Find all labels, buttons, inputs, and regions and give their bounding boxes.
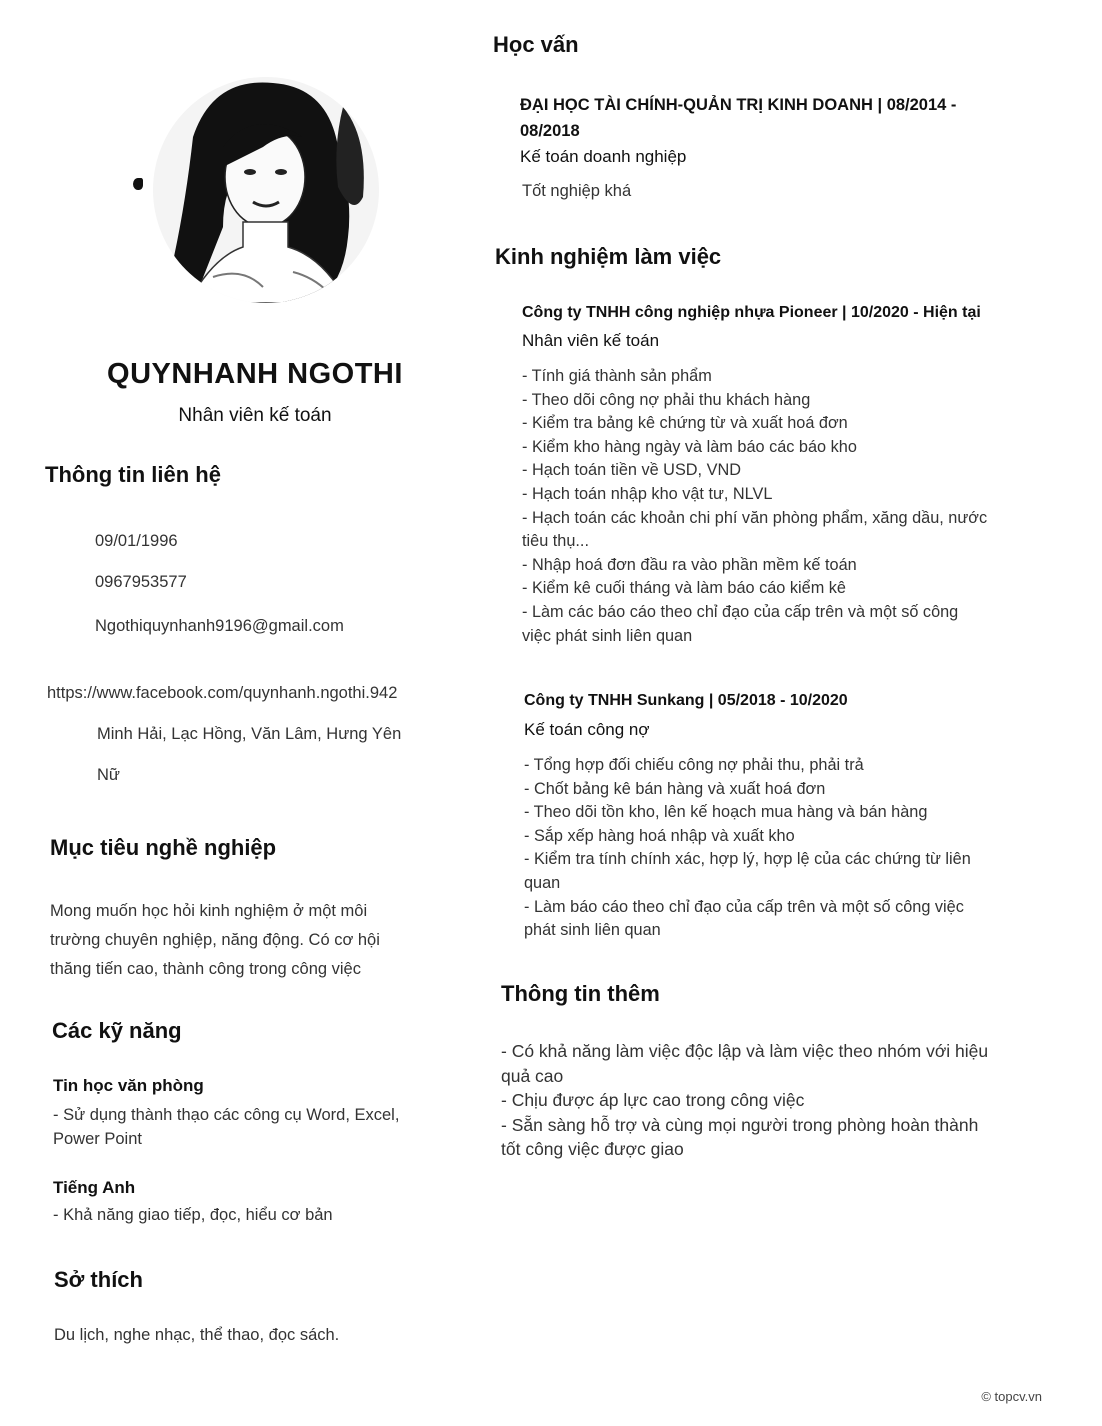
objective-heading: Mục tiêu nghề nghiệp — [50, 835, 277, 860]
objective-line: trường chuyên nghiệp, năng động. Có cơ hội — [50, 931, 380, 949]
skill-desc-line: Power Point — [53, 1130, 142, 1148]
task-line: - Hạch toán nhập kho vật tư, NLVL — [522, 484, 773, 503]
skill-desc-line: - Khả năng giao tiếp, đọc, hiểu cơ bản — [53, 1206, 333, 1224]
education-period-end: 08/2018 — [520, 122, 580, 140]
education-major: Kế toán doanh nghiệp — [520, 147, 687, 166]
additional-line: quả cao — [501, 1065, 564, 1086]
skill-name: Tiếng Anh — [53, 1178, 136, 1197]
gender: Nữ — [97, 766, 120, 784]
task-line: - Kiểm tra bảng kê chứng từ và xuất hoá đơn — [522, 414, 848, 433]
email: Ngothiquynhanh9196@gmail.com — [95, 617, 344, 635]
candidate-title: Nhân viên kế toán — [178, 405, 332, 426]
task-line: - Chốt bảng kê bán hàng và xuất hoá đơn — [524, 779, 826, 798]
task-line: - Tổng hợp đối chiếu công nợ phải thu, phải trả — [524, 756, 864, 774]
task-line: - Kiểm kho hàng ngày và làm báo các báo kho — [522, 437, 857, 456]
task-line: - Nhập hoá đơn đầu ra vào phần mềm kế toán — [522, 555, 857, 574]
task-line: - Kiểm tra tính chính xác, hợp lý, hợp lệ của các chứng từ liên — [524, 850, 971, 869]
education-heading: Học vấn — [493, 32, 579, 57]
avatar — [153, 77, 379, 303]
experience-heading: Kinh nghiệm làm việc — [495, 244, 722, 269]
task-line: - Làm các báo cáo theo chỉ đạo của cấp trên và một số công — [522, 602, 959, 621]
phone: 0967953577 — [95, 573, 187, 591]
decorative-mark — [133, 178, 143, 190]
education-school — [520, 92, 1040, 144]
additional-heading: Thông tin thêm — [501, 981, 660, 1006]
task-line: - Kiểm kê cuối tháng và làm báo cáo kiểm kê — [522, 579, 846, 598]
education-result: Tốt nghiệp khá — [522, 182, 632, 200]
task-line: quan — [524, 873, 561, 892]
skill-name: Tin học văn phòng — [53, 1076, 204, 1095]
birthday: 09/01/1996 — [95, 532, 178, 550]
additional-line: - Chịu được áp lực cao trong công việc — [501, 1090, 805, 1110]
school-name: ĐẠI HỌC TÀI CHÍNH-QUẢN TRỊ KINH DOANH — [520, 96, 873, 114]
skills-heading: Các kỹ năng — [52, 1018, 182, 1043]
job-position: Kế toán công nợ — [524, 720, 650, 739]
job-position: Nhân viên kế toán — [522, 331, 660, 350]
objective-line: thăng tiến cao, thành công trong công việc — [50, 960, 361, 978]
facebook-link: https://www.facebook.com/quynhanh.ngothi.942 — [47, 684, 398, 702]
hobbies-heading: Sở thích — [54, 1267, 143, 1292]
task-line: - Theo dõi tồn kho, lên kế hoạch mua hàng và bán hàng — [524, 803, 928, 822]
skill-desc-line: - Sử dụng thành thạo các công cụ Word, Excel, — [53, 1106, 400, 1124]
task-line: - Sắp xếp hàng hoá nhập và xuất kho — [524, 826, 795, 845]
hobbies-text: Du lịch, nghe nhạc, thể thao, đọc sách. — [54, 1326, 340, 1344]
additional-text — [501, 1039, 988, 1162]
address: Minh Hải, Lạc Hồng, Văn Lâm, Hưng Yên — [97, 725, 402, 743]
additional-line: - Sẵn sàng hỗ trợ và cùng mọi người trong phòng hoàn thành — [501, 1114, 979, 1135]
objective-line: Mong muốn học hỏi kinh nghiệm ở một môi — [50, 902, 368, 920]
skill-desc — [53, 1103, 399, 1151]
job-tasks — [522, 365, 987, 648]
additional-line: tốt công việc được giao — [501, 1139, 684, 1159]
task-line: - Tính giá thành sản phẩm — [522, 367, 712, 385]
task-line: - Hạch toán tiền về USD, VND — [522, 461, 741, 480]
task-line: việc phát sinh liên quan — [522, 626, 693, 645]
footer-brand[interactable]: © topcv.vn — [981, 1389, 1042, 1404]
contact-heading: Thông tin liên hệ — [45, 462, 221, 487]
task-line: tiêu thụ... — [522, 532, 589, 551]
job-company: Công ty TNHH công nghiệp nhựa Pioneer | 10/2020 - Hiện tại — [522, 304, 981, 321]
objective-text — [50, 897, 380, 984]
job-company: Công ty TNHH Sunkang | 05/2018 - 10/2020 — [524, 692, 848, 709]
education-period: | 08/2014 - — [872, 96, 957, 114]
task-line: - Theo dõi công nợ phải thu khách hàng — [522, 390, 811, 409]
candidate-name: QUYNHANH NGOTHI — [107, 358, 403, 390]
task-line: - Hạch toán các khoản chi phí văn phòng phẩm, xăng dầu, nước — [522, 508, 988, 527]
job-tasks — [524, 754, 971, 943]
task-line: phát sinh liên quan — [524, 921, 661, 940]
task-line: - Làm báo cáo theo chỉ đạo của cấp trên và một số công việc — [524, 897, 964, 916]
additional-line: - Có khả năng làm việc độc lập và làm việc theo nhóm với hiệu — [501, 1041, 989, 1061]
avatar-image — [153, 77, 379, 303]
